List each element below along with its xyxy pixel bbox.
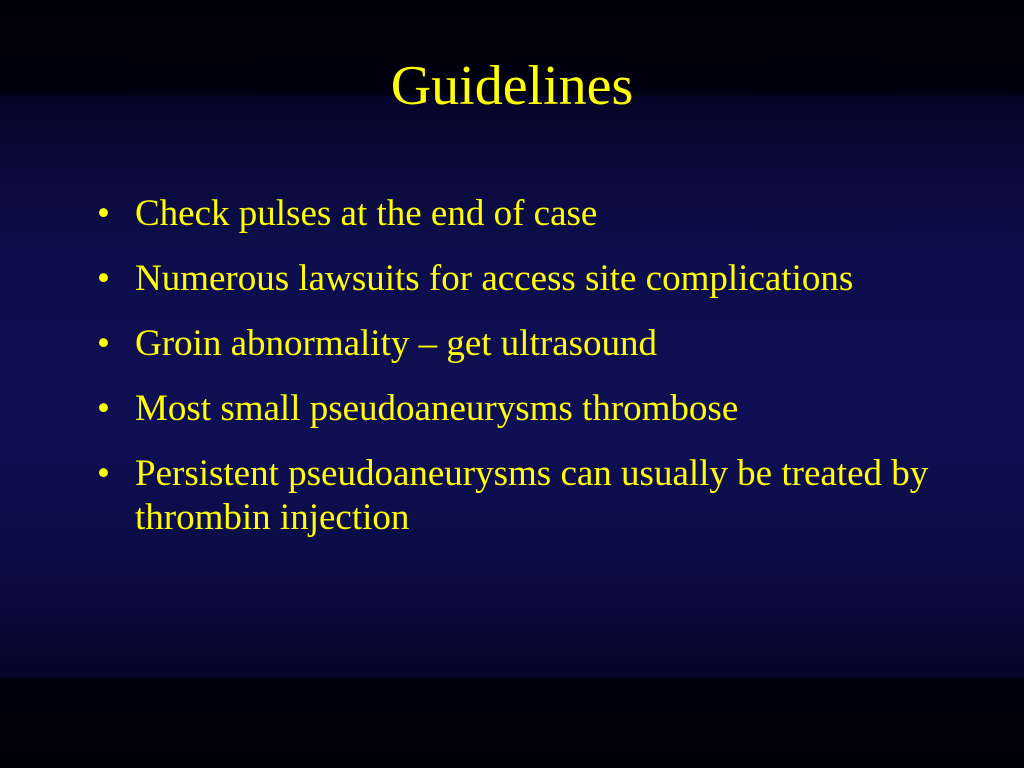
- bullet-icon: •: [97, 453, 110, 494]
- bullet-item: [97, 257, 957, 301]
- bullet-text: Persistent pseudoaneurysms can usually be treated by thrombin injection: [135, 453, 929, 538]
- bullet-icon: •: [97, 193, 110, 234]
- bullet-icon: •: [97, 388, 110, 429]
- bullet-list: [97, 192, 957, 561]
- bullet-icon: •: [97, 258, 110, 299]
- bullet-text: Check pulses at the end of case: [135, 193, 598, 234]
- bullet-item: [97, 192, 957, 236]
- bullet-item: [97, 322, 957, 366]
- bullet-item: [97, 387, 957, 431]
- bullet-text: Numerous lawsuits for access site complications: [135, 258, 854, 299]
- bullet-item: [97, 452, 957, 540]
- bullet-icon: •: [97, 323, 110, 364]
- bullet-text: Most small pseudoaneurysms thrombose: [135, 388, 739, 429]
- bullet-text: Groin abnormality – get ultrasound: [135, 323, 658, 364]
- slide-title: Guidelines: [390, 55, 634, 117]
